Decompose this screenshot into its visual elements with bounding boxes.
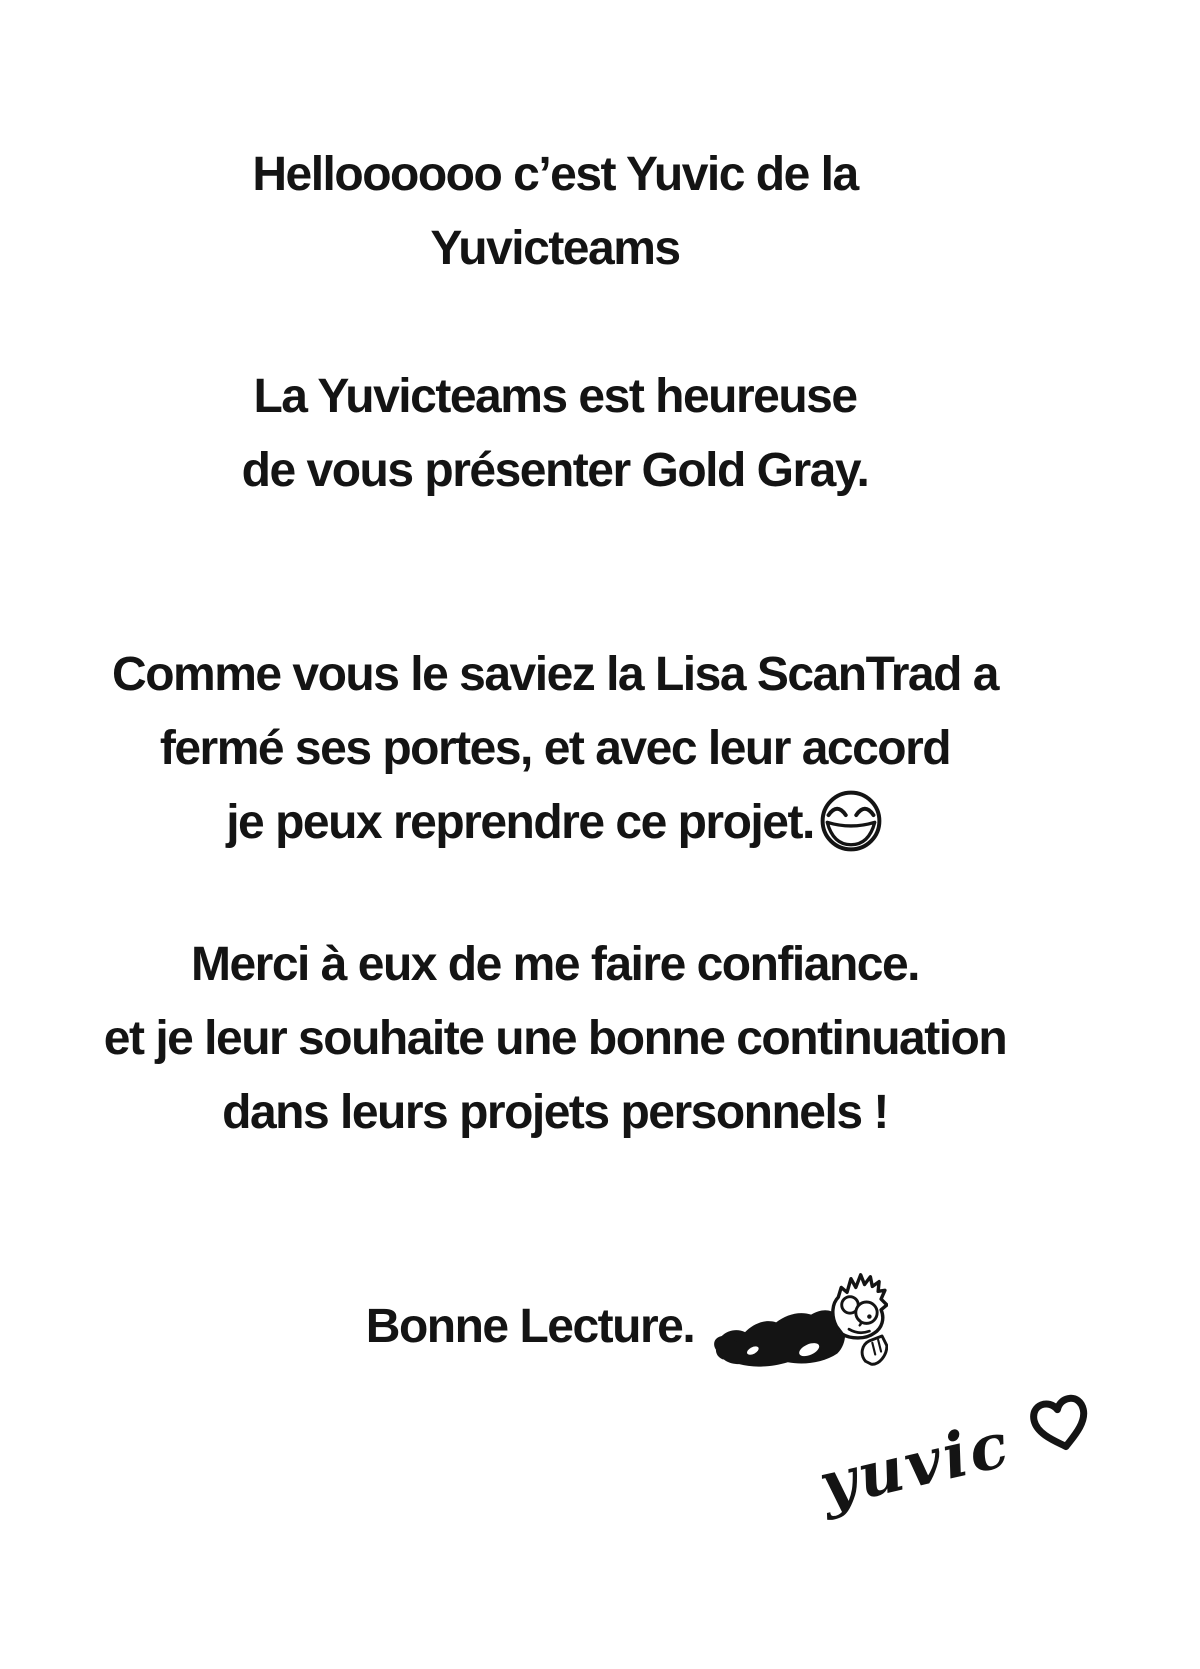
greeting-line-1: Helloooooo c’est Yuvic de la: [252, 148, 858, 201]
thanks-line-1: Merci à eux de me faire confiance.: [191, 938, 919, 991]
presentation-paragraph: [0, 360, 1200, 508]
thanks-line-3: dans leurs projets personnels !: [222, 1086, 888, 1139]
project-news-line-2: fermé ses portes, et avec leur accord: [159, 722, 951, 775]
bart-simpson-figure-icon: [708, 1268, 888, 1370]
closing-text: Bonne Lecture.: [365, 1300, 695, 1353]
presentation-line-2: de vous présenter Gold Gray.: [241, 444, 869, 497]
project-news-line-3: [0, 786, 1110, 860]
greeting-line-2: Yuvicteams: [430, 222, 680, 275]
closing-row: [0, 1268, 1200, 1370]
heart-icon: [1018, 1381, 1102, 1465]
grinning-emoji-icon: [818, 788, 884, 854]
thanks-line-2: et je leur souhaite une bonne continuation: [103, 1012, 1007, 1065]
signature: [812, 1387, 1105, 1522]
project-news-line-1: Comme vous le saviez la Lisa ScanTrad a: [112, 648, 998, 701]
signature-text: yuvic: [811, 1407, 1017, 1522]
thanks-paragraph: [0, 928, 1200, 1150]
presentation-line-1: La Yuvicteams est heureuse: [253, 370, 857, 423]
project-news-paragraph: [0, 638, 1200, 860]
project-news-line-3-text: je peux reprendre ce projet.: [226, 796, 814, 849]
greeting-paragraph: [0, 138, 1200, 286]
